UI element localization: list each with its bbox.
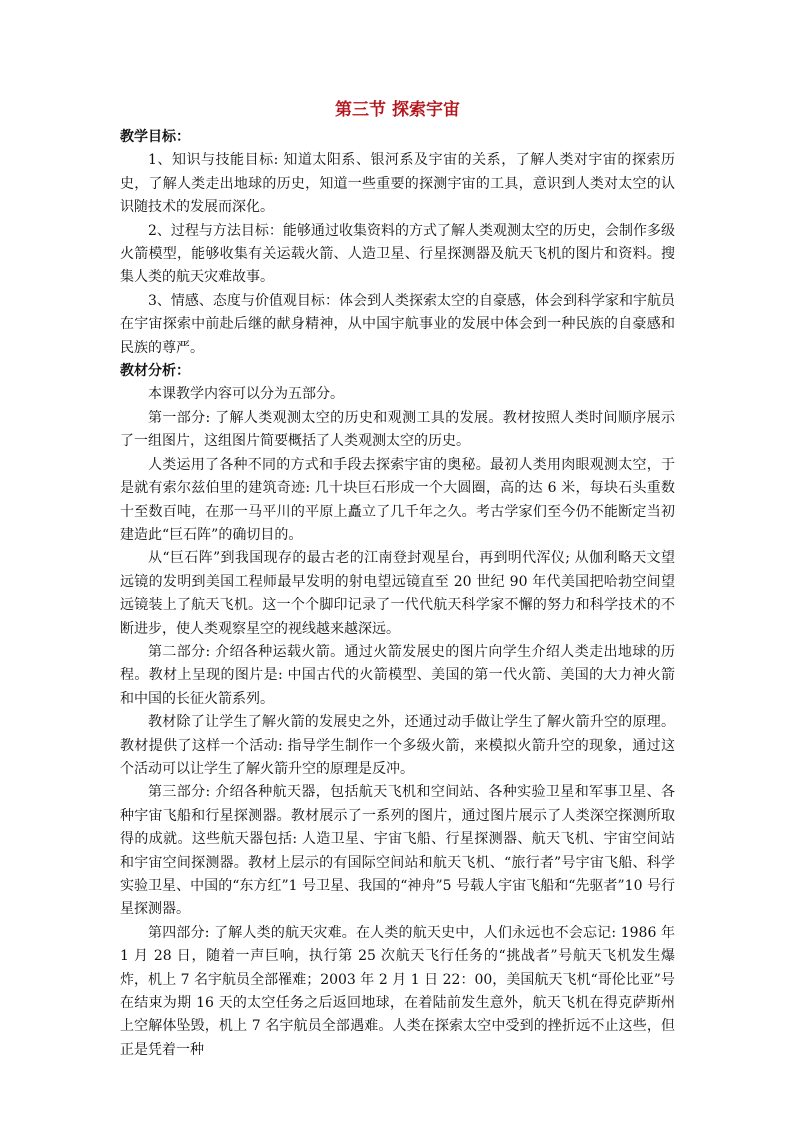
section-heading: 教学目标：: [120, 129, 190, 145]
paragraph: 从“巨石阵”到我国现存的最古老的江南登封观星台，再到明代浑仪; 从伽利略天文望远镜的发明到美国工程师最早发明的射电望远镜直至 20 世纪 90 年代美国把哈勃空间望远镜装上了航天飞机。这一个个脚印记录了一代代航天科学家不懈的努力和科学技术的不断进步，使人类观察星空的视线越来越深远。: [120, 550, 675, 637]
paragraph: 第三部分: 介绍各种航天器，包括航天飞机和空间站、各种实验卫星和军事卫星、各种宇宙飞船和行星探测器。教材展示了一系列的图片，通过图片展示了人类深空探测所取得的成就。这些航天器包括: 人造卫星、宇宙飞船、行星探测器、航天飞机、宇宙空间站和宇宙空间探测器。教材上层示的有国际空间站和航天飞机、“旅行者”号宇宙飞船、科学实验卫星、中国的“东方红”1 号卫星、我国的“神舟”5 号载人宇宙飞船和“先驱者”10 号行星探测器。: [120, 784, 675, 918]
paragraph: 第一部分: 了解人类观测太空的历史和观测工具的发展。教材按照人类时间顺序展示了一组图片，这组图片简要概括了人类观测太空的历史。: [120, 409, 675, 450]
paragraph: 1、知识与技能目标: 知道太阳系、银河系及宇宙的关系，了解人类对宇宙的探索历史，了解人类走出地球的历史，知道一些重要的探测宇宙的工具，意识到人类对太空的认识随技术的发展而深化。: [120, 152, 675, 216]
paragraph: 第二部分: 介绍各种运载火箭。通过火箭发展史的图片向学生介绍人类走出地球的历程。教材上呈现的图片是: 中国古代的火箭模型、美国的第一代火箭、美国的大力神火箭和中国的长征火箭系列。: [120, 643, 675, 707]
section-material-analysis: [120, 360, 675, 1062]
document-page: [120, 97, 675, 1062]
paragraph: 教材除了让学生了解火箭的发展史之外，还通过动手做让学生了解火箭升空的原理。教材提供了这样一个活动: 指导学生制作一个多级火箭，来模拟火箭升空的现象，通过这个活动可以让学生了解火箭升空的原理是反冲。: [120, 714, 675, 777]
paragraph: 第四部分: 了解人类的航天灾难。在人类的航天史中，人们永远也不会忘记: 1986 年 1 月 28 日，随着一声巨响，执行第 25 次航天飞行任务的“挑战者”号航天飞机发生爆炸，机上 7 名宇航员全部罹难；2003 年 2 月 1 日 22：00，美国航天飞机“哥伦比亚”号在结束为期 16 天的太空任务之后返回地球，在着陆前发生意外，航天飞机在得克萨斯州上空解体坠毁，机上 7 名宇航员全部遇难。人类在探索太空中受到的挫折远不止这些，但正是凭着一种: [120, 924, 675, 1058]
paragraph: 本课教学内容可以分为五部分。: [148, 386, 344, 403]
section-heading: 教材分析：: [120, 363, 190, 380]
document-title: 第三节 探索宇宙: [335, 100, 460, 120]
paragraph: 人类运用了各种不同的方式和手段去探索宇宙的奥秘。最初人类用肉眼观测太空，于是就有索尔兹伯里的建筑奇迹: 几十块巨石形成一个大圆圈，高的达 6 米，每块石头重数十至数百吨，在那一马平川的平原上矗立了几千年之久。考古学家们至今仍不能断定当初建造此“巨石阵”的确切目的。: [120, 456, 675, 543]
paragraph: 3、情感、态度与价值观目标：体会到人类探索太空的自豪感，体会到科学家和宇航员在宇宙探索中前赴后继的献身精神，从中国宇航事业的发展中体会到一种民族的自豪感和民族的尊严。: [120, 292, 675, 356]
section-teaching-goals: [120, 126, 675, 360]
paragraph: 2、过程与方法目标：能够通过收集资料的方式了解人类观测太空的历史，会制作多级火箭模型，能够收集有关运载火箭、人造卫星、行星探测器及航天飞机的图片和资料。搜集人类的航天灾难故事。: [120, 222, 675, 286]
